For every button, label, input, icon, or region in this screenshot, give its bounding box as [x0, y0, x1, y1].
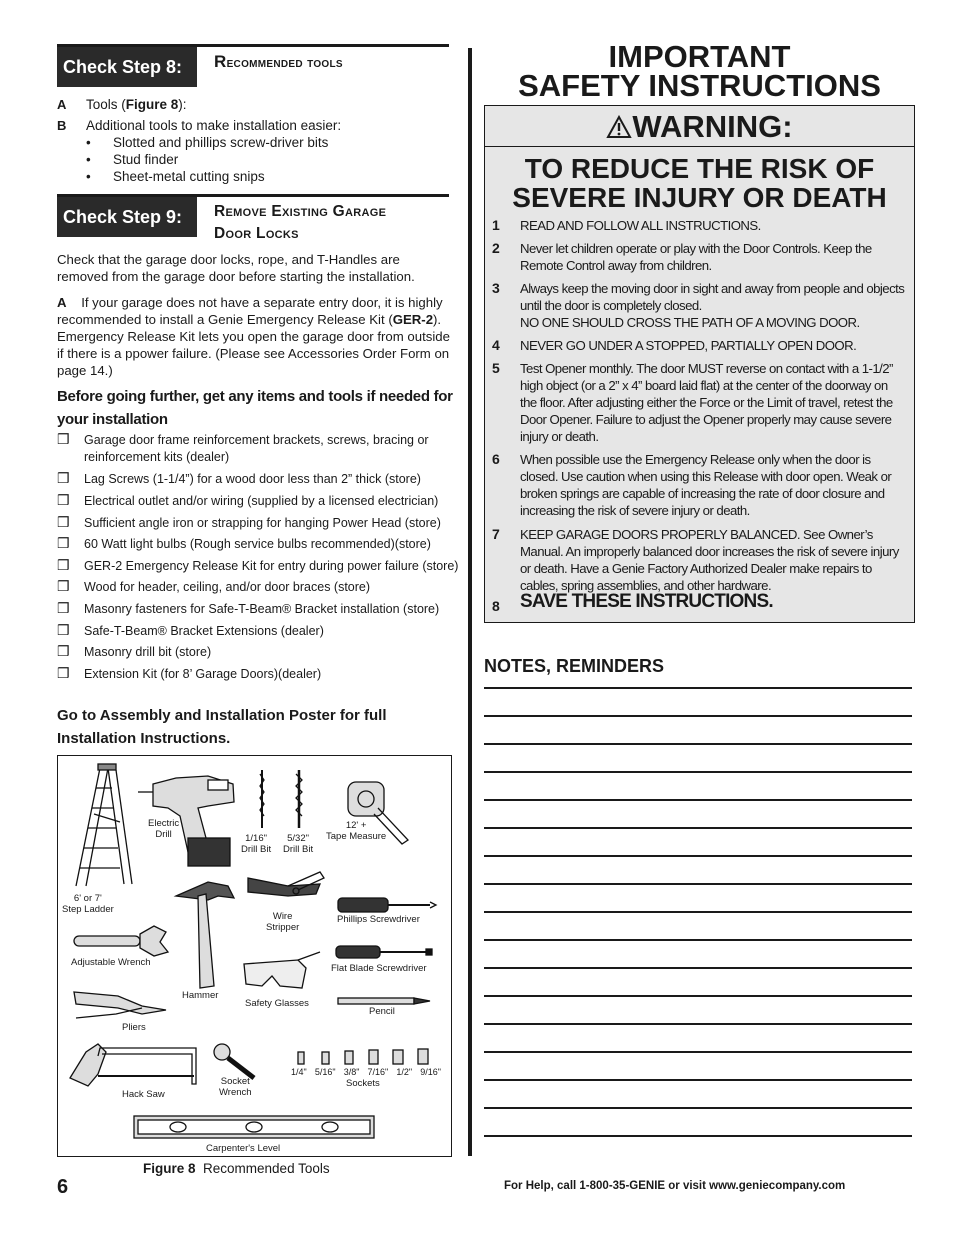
- page-number: 6: [57, 1176, 69, 1198]
- step8-title: [214, 51, 343, 73]
- label-ladder: 6' or 7' Step Ladder: [62, 893, 114, 915]
- note-line: [484, 1135, 912, 1137]
- step9-intro: Check that the garage door locks, rope, and T-Handles are removed from the garage door before starting the installation.: [57, 252, 415, 284]
- checkbox-icon: ❒: [57, 492, 70, 508]
- checklist-item-text: Masonry drill bit (store): [84, 645, 212, 659]
- label-glasses: Safety Glasses: [245, 998, 309, 1009]
- note-line: [484, 715, 912, 717]
- step9-title-line1: Remove Existing Garage: [214, 203, 387, 220]
- note-line: [484, 799, 912, 801]
- step9-header: [57, 194, 449, 242]
- instruction-text: KEEP GARAGE DOORS PROPERLY BALANCED. See Owner’s Manual. An improperly balanced door increases the risk of severe injury or death. Have a Genie Factory Authorized Dealer make repairs to cables, spring assemblies, and other hardware.: [520, 527, 899, 593]
- socket-size: 1/4": [291, 1067, 307, 1077]
- hammer-icon: [176, 882, 234, 988]
- checklist-item-text: Sufficient angle iron or strapping for hanging Power Head (store): [84, 516, 441, 530]
- step-ladder-icon: [76, 764, 132, 886]
- socket-size: 9/16": [420, 1067, 441, 1077]
- carpenters-level-icon: [134, 1116, 374, 1138]
- label-bit1: 1/16" Drill Bit: [241, 833, 272, 855]
- instruction-number: 5: [492, 360, 500, 376]
- step9-tag: Check Step 9:: [57, 197, 197, 237]
- instruction-number: 7: [492, 526, 500, 542]
- instruction-number: 6: [492, 451, 500, 467]
- figure-caption: Figure 8 Recommended Tools: [143, 1161, 330, 1176]
- socket-wrench-icon: [214, 1044, 254, 1078]
- instruction-text: Always keep the moving door in sight and away from people and objects until the door is completely closed. NO ONE SHOULD CROSS THE PATH OF A MOVING DOOR.: [520, 281, 905, 330]
- note-line: [484, 1051, 912, 1053]
- checklist-item-text: Wood for header, ceiling, and/or door braces (store): [84, 580, 371, 594]
- label-bit2: 5/32" Drill Bit: [283, 833, 314, 855]
- label-drill: Electric Drill: [148, 818, 180, 840]
- label-level: Carpenter's Level: [206, 1143, 281, 1154]
- checklist-item-text: Electrical outlet and/or wiring (supplied by a licensed electrician): [84, 494, 439, 508]
- drill-bit-icon: [260, 770, 264, 828]
- checkbox-icon: ❒: [57, 535, 70, 551]
- safety-title-line1: IMPORTANT: [608, 39, 791, 74]
- tools-illustration: [58, 756, 451, 1156]
- label-stripper: Wire Stripper: [266, 911, 300, 933]
- bullet-dot: •: [86, 169, 91, 184]
- warning-triangle-icon: [606, 115, 632, 139]
- checkbox-icon: ❒: [57, 514, 70, 530]
- label-sockets: Sockets: [346, 1078, 380, 1089]
- checkbox-icon: ❒: [57, 431, 70, 447]
- checkbox-icon: ❒: [57, 578, 70, 594]
- safety-glasses-icon: [244, 952, 320, 988]
- step9-item-a: A If your garage does not have a separate entry door, it is highly recommended to install a Genie Emergency Release Kit (GER-2). Emergency Release Kit lets you open the garage door from outside if there is a ppower failure. (Please see Accessories Order Form on page 14.): [57, 295, 450, 378]
- checkbox-icon: ❒: [57, 600, 70, 616]
- pliers-icon: [74, 992, 166, 1018]
- step9-title-line2: Door Locks: [214, 225, 299, 242]
- instruction-number: 3: [492, 280, 500, 296]
- risk-line1: TO REDUCE THE RISK OF: [524, 153, 875, 184]
- checklist-item-text: 60 Watt light bulbs (Rough service bulbs recommended)(store): [84, 537, 431, 551]
- note-line: [484, 939, 912, 941]
- instruction-text: Test Opener monthly. The door MUST reverse on contact with a 1-1/2” high object (or a 2” x 4” board laid flat) at the center of the doorway on the floor. After adjusting either the Force or the Limit of travel, retest the Door Opener. Failure to adjust the Opener properly may cause severe injury or death.: [520, 361, 893, 444]
- step8-item-a-letter: A: [57, 97, 67, 112]
- safety-title-line2: SAFETY INSTRUCTIONS: [518, 68, 881, 103]
- instruction-text: READ AND FOLLOW ALL INSTRUCTIONS.: [520, 218, 761, 233]
- step8-title-first: R: [214, 52, 227, 71]
- phillips-screwdriver-icon: [338, 898, 436, 912]
- checkbox-icon: ❒: [57, 557, 70, 573]
- adjustable-wrench-icon: [74, 926, 168, 956]
- checklist-item-text: Masonry fasteners for Safe-T-Beam® Bracket installation (store): [84, 602, 440, 616]
- socket-size: 3/8": [343, 1067, 360, 1077]
- socket-sizes-row: [291, 1067, 441, 1077]
- notes-heading: NOTES, REMINDERS: [484, 656, 665, 676]
- figure-8: [57, 755, 452, 1157]
- warning-header: [485, 106, 914, 147]
- note-line: [484, 1107, 912, 1109]
- wire-stripper-icon: [248, 872, 324, 896]
- instruction-number: 1: [492, 217, 500, 233]
- flat-screwdriver-icon: [336, 946, 432, 958]
- note-line: [484, 967, 912, 969]
- checklist-item-text: Extension Kit (for 8’ Garage Doors)(dealer): [84, 667, 322, 681]
- help-footer: For Help, call 1-800-35-GENIE or visit www.geniecompany.com: [504, 1180, 846, 1192]
- socket-size: 7/16": [367, 1067, 389, 1077]
- note-line: [484, 855, 912, 857]
- bullet-item: Slotted and phillips screw-driver bits: [113, 135, 329, 150]
- bullet-dot: •: [86, 152, 91, 167]
- instruction-number: 4: [492, 337, 500, 353]
- step8-item-a-text: Tools (Figure 8):: [86, 97, 187, 112]
- step8-header: [57, 44, 449, 87]
- label-flat: Flat Blade Screwdriver: [331, 963, 427, 974]
- drill-bit-icon: [296, 770, 302, 828]
- note-line: [484, 1023, 912, 1025]
- checkbox-icon: ❒: [57, 643, 70, 659]
- hack-saw-icon: [70, 1044, 196, 1086]
- label-tape: 12' + Tape Measure: [326, 820, 387, 842]
- bullet-dot: •: [86, 135, 91, 150]
- note-line: [484, 687, 912, 689]
- label-pencil: Pencil: [369, 1006, 395, 1017]
- bullet-item: Stud finder: [113, 152, 179, 167]
- step8-title-rest: ecommended tools: [226, 54, 343, 70]
- bullet-item: Sheet-metal cutting snips: [113, 169, 265, 184]
- note-line: [484, 995, 912, 997]
- checkbox-icon: ❒: [57, 665, 70, 681]
- checklist-item-text: GER-2 Emergency Release Kit for entry during power failure (store): [84, 559, 459, 573]
- label-socket-wrench: Socket Wrench: [219, 1076, 252, 1098]
- label-phillips: Phillips Screwdriver: [337, 914, 420, 925]
- step9-title: [214, 201, 386, 245]
- risk-line2: SEVERE INJURY OR DEATH: [512, 182, 887, 213]
- socket-size: 5/16": [314, 1067, 336, 1077]
- label-hammer: Hammer: [182, 990, 219, 1001]
- step8-item-b-letter: B: [57, 118, 67, 133]
- label-pliers: Pliers: [122, 1022, 146, 1033]
- before-heading: Before going further, get any items and tools if needed for your installation: [57, 388, 453, 428]
- column-divider: [468, 48, 472, 1156]
- checklist-item-text: Lag Screws (1-1/4”) for a wood door less than 2” thick (store): [84, 472, 421, 486]
- instruction-text: Never let children operate or play with the Door Controls. Keep the Remote Control away from children.: [520, 241, 872, 273]
- step8-tag: Check Step 8:: [57, 47, 197, 87]
- checklist-item-text: Safe-T-Beam® Bracket Extensions (dealer): [84, 624, 324, 638]
- goto-poster-note: Go to Assembly and Installation Poster for full Installation Instructions.: [57, 707, 387, 747]
- instruction-text: When possible use the Emergency Release only when the door is closed. Use caution when using this Release with door open. Weak or broken springs are capable of increasing the rate of door closure and increasing the risk of severe injury or death.: [520, 452, 892, 518]
- note-line: [484, 771, 912, 773]
- instruction-text: NEVER GO UNDER A STOPPED, PARTIALLY OPEN DOOR.: [520, 338, 857, 353]
- checkbox-icon: ❒: [57, 622, 70, 638]
- warning-box: [484, 105, 915, 623]
- note-line: [484, 1079, 912, 1081]
- label-hacksaw: Hack Saw: [122, 1089, 165, 1100]
- safety-title: [484, 39, 915, 103]
- socket-size: 1/2": [396, 1067, 413, 1077]
- note-line: [484, 743, 912, 745]
- sockets-icon: [298, 1049, 428, 1064]
- checklist-item-text: Garage door frame reinforcement brackets, screws, bracing or reinforcement kits (dealer): [84, 433, 429, 464]
- pencil-icon: [338, 998, 430, 1004]
- note-line: [484, 911, 912, 913]
- risk-heading: [485, 154, 914, 212]
- checkbox-icon: ❒: [57, 470, 70, 486]
- instruction-text: SAVE THESE INSTRUCTIONS.: [520, 591, 773, 612]
- warning-label: WARNING:: [632, 109, 793, 144]
- note-line: [484, 883, 912, 885]
- note-line: [484, 827, 912, 829]
- step8-item-b-text: Additional tools to make installation easier:: [86, 118, 342, 133]
- label-wrench: Adjustable Wrench: [71, 957, 151, 968]
- instruction-number: 2: [492, 240, 500, 256]
- instruction-number: 8: [492, 598, 500, 614]
